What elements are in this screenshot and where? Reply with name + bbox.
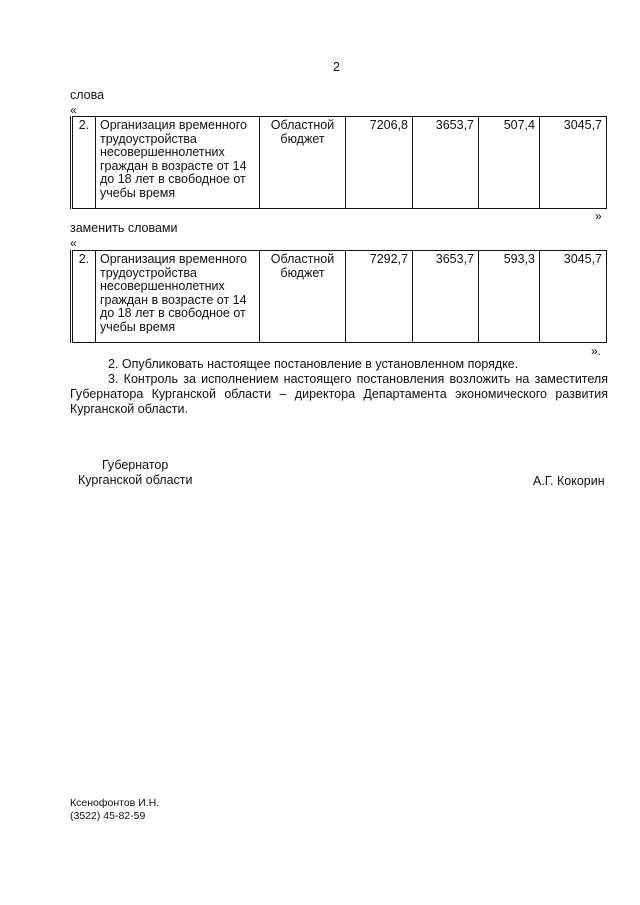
row-number: 2. [72,117,96,209]
row-activity-name: Организация временного трудоустройства несовершеннолетних граждан в возрасте от 14 до 18 лет в свободное от учебы время [96,251,260,343]
row-number: 2. [72,251,96,343]
row-value-1: 3653,7 [413,117,479,209]
table-row [72,251,607,343]
contact-phone: (3522) 45-82-59 [70,810,146,822]
signature-name: А.Г. Кокорин [533,474,605,488]
row-value-3: 3045,7 [540,117,607,209]
paragraph-3: 3. Контроль за исполнением настоящего постановления возложить на заместителя Губернатора Курганской области – директора Департамента экономического развития Курганской области. [70,372,608,416]
new-block-open-quote: « [70,236,77,250]
row-value-2: 593,3 [479,251,540,343]
row-total-value: 7206,8 [346,117,413,209]
page-number: 2 [333,60,340,74]
row-value-3: 3045,7 [540,251,607,343]
table-row [72,117,607,209]
paragraph-2: 2. Опубликовать настоящее постановление в установленном порядке. [108,357,519,371]
row-activity-name: Организация временного трудоустройства несовершеннолетних граждан в возрасте от 14 до 18 лет в свободное от учебы время [96,117,260,209]
row-value-1: 3653,7 [413,251,479,343]
row-funding-source: Областной бюджет [260,117,346,209]
new-block-intro: заменить словами [70,221,178,235]
contact-author: Ксенофонтов И.Н. [70,797,160,809]
old-block-open-quote: « [70,103,77,117]
old-block-intro: слова [70,88,105,102]
signature-title-line1: Губернатор [102,458,169,472]
new-table [70,250,607,343]
row-value-2: 507,4 [479,117,540,209]
row-funding-source: Областной бюджет [260,251,346,343]
old-table [70,116,607,209]
old-block-close-quote: » [595,209,602,223]
row-total-value: 7292,7 [346,251,413,343]
new-block-close-quote: ». [591,344,602,358]
signature-title-line2: Курганской области [78,473,193,487]
